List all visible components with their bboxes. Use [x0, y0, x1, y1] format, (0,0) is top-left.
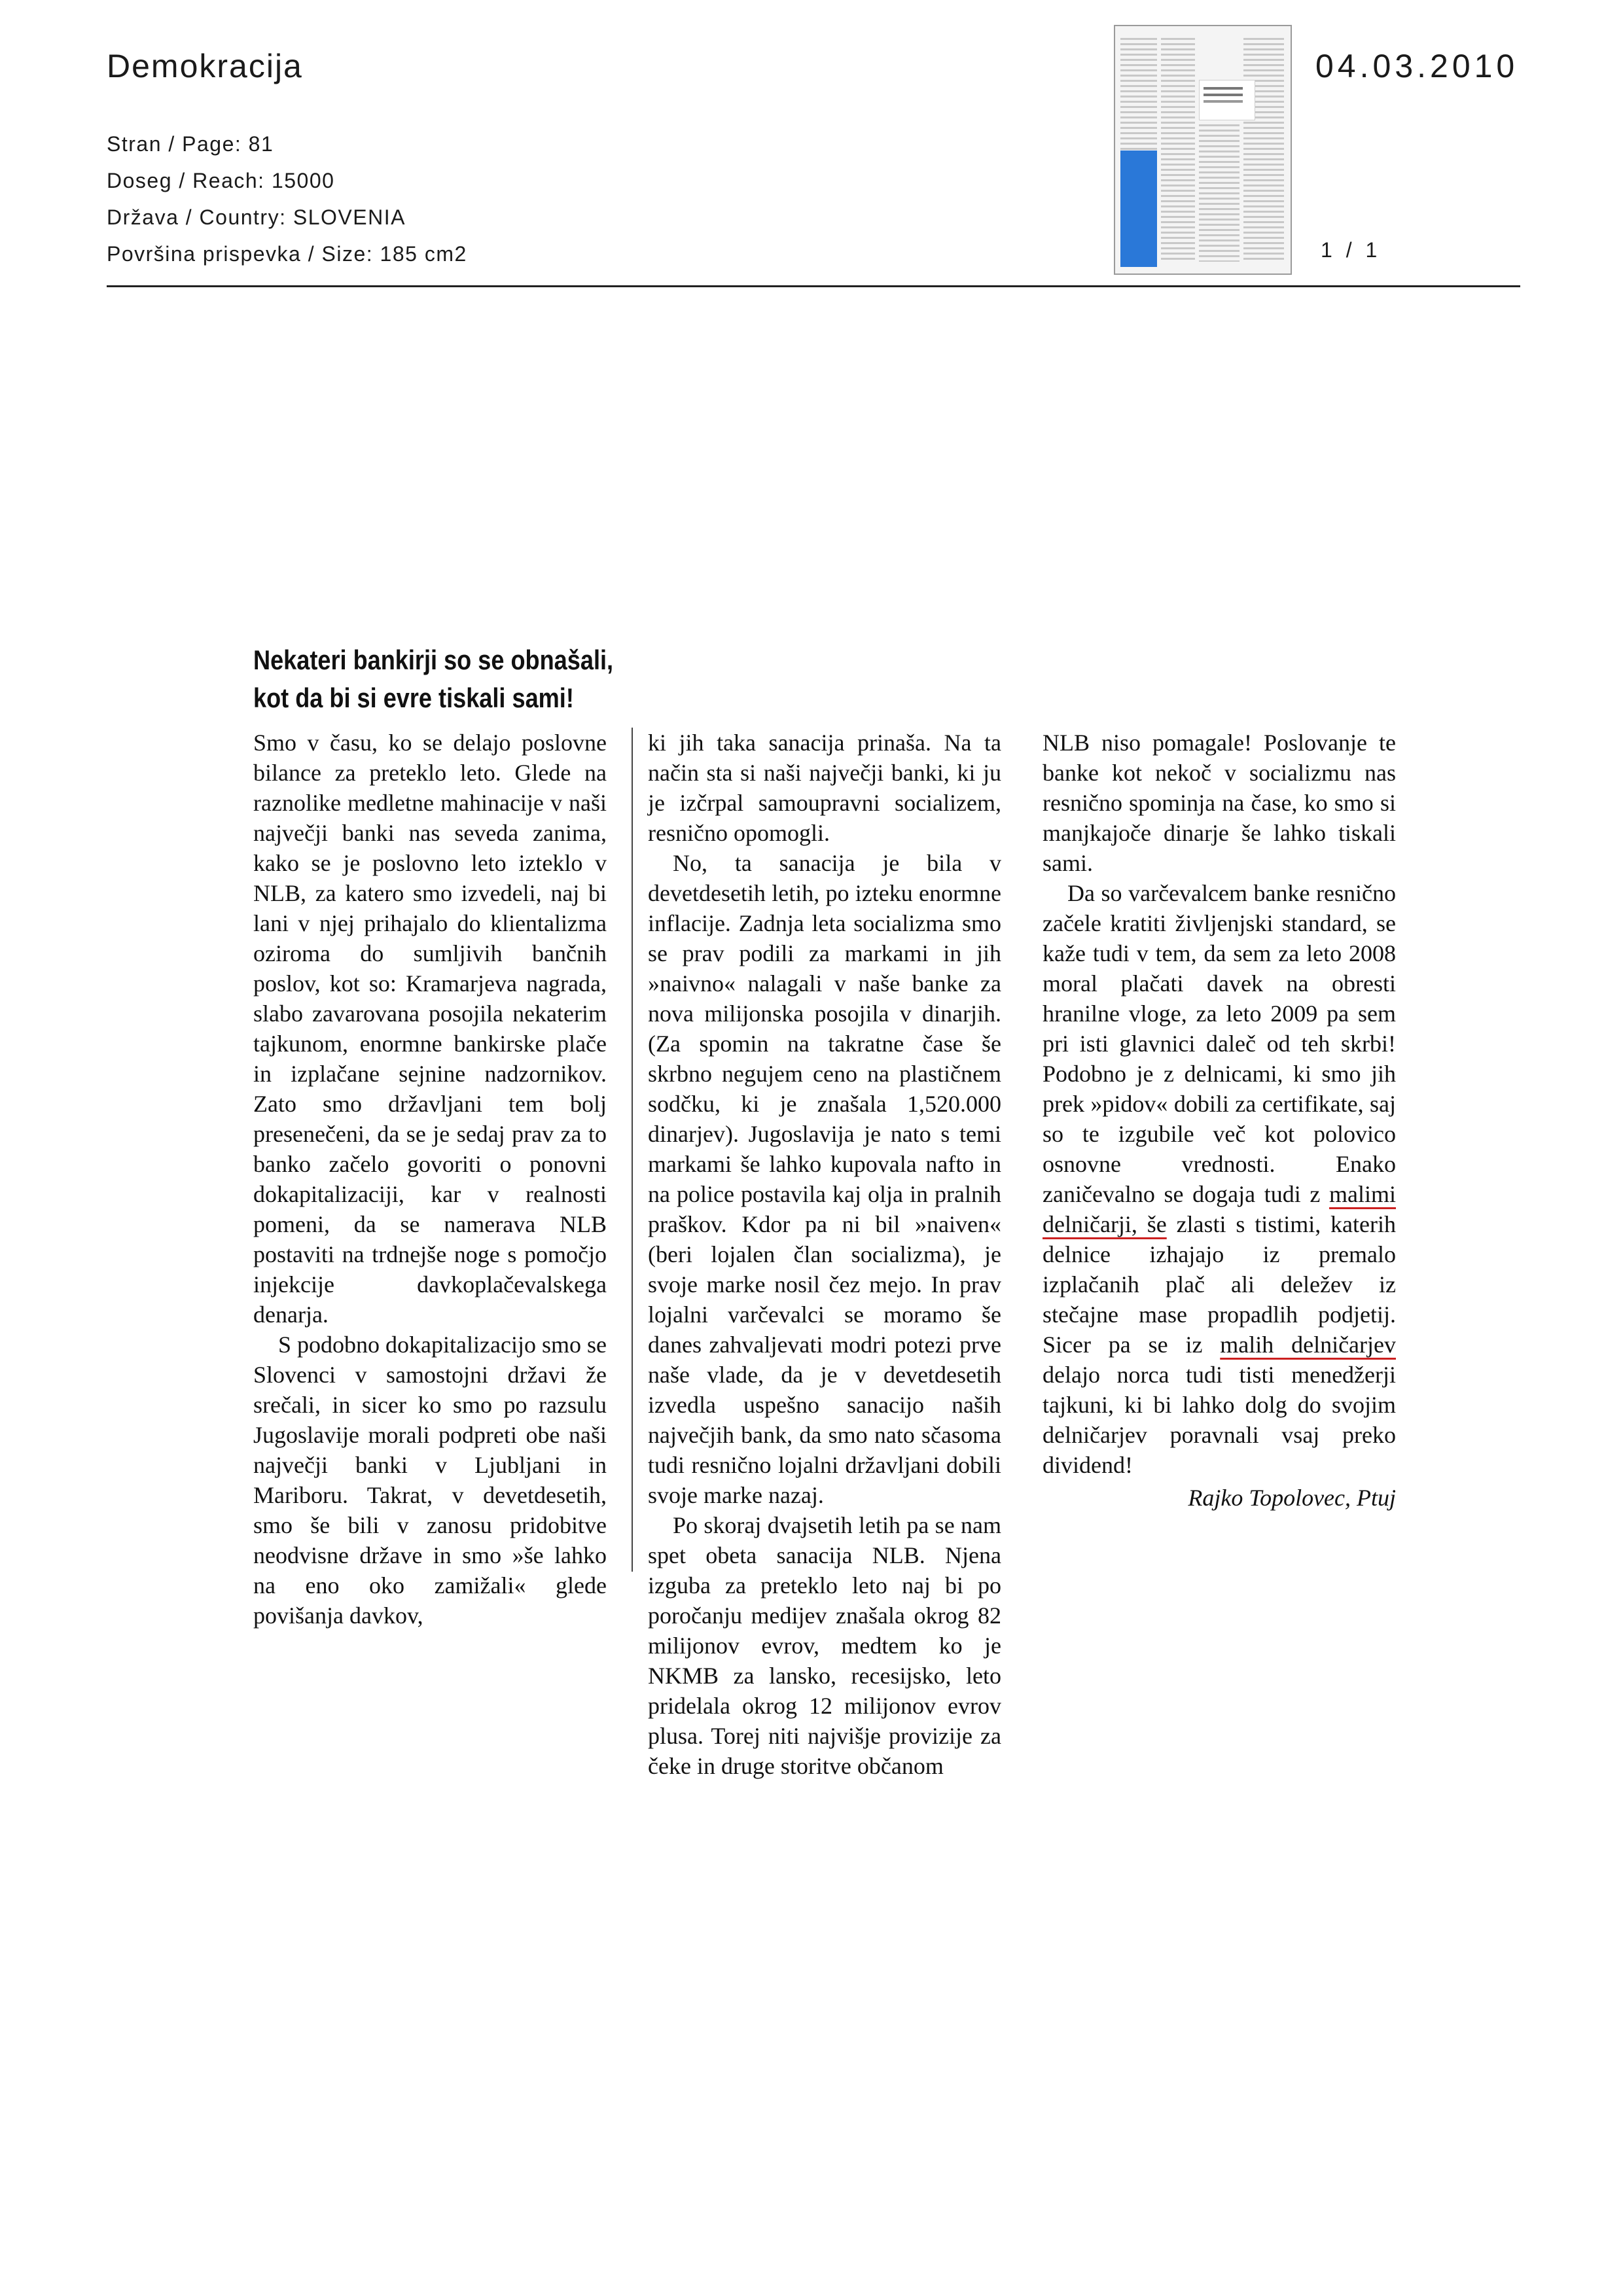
page-thumbnail — [1114, 25, 1292, 275]
paragraph-text: zlasti s tistimi, katerih delnice izhajajo iz premalo izplačanih plač ali deležev iz stečajne mase propadlih podjetij. Sicer pa se iz — [1043, 1211, 1397, 1358]
paragraph: Po skoraj dvajsetih letih pa se nam spet obeta sanacija NLB. Njena izguba za preteklo leto naj bi po poročanju medijev znašala okrog 82 milijonov evrov, medtem ko je NKMB za lansko, recesijsko, leto pridelala okrog 12 milijonov evrov plusa. Torej niti najvišje provizije za čeke in druge storitve občanom — [648, 1512, 1001, 1779]
article-column-3 — [1043, 728, 1396, 1513]
paragraph — [1043, 878, 1396, 1480]
clipping-metadata — [107, 126, 467, 272]
thumbnail-blue-bar — [1120, 150, 1157, 267]
paragraph: S podobno dokapitalizacijo smo se Slovenci v samostojni državi že srečali, in sicer ko smo po razsulu Jugoslavije morali podpreti obe naši največji banki v Ljubljani in Mariboru. Takrat, v devetdesetih, smo še bili v zanosu pridobitve neodvisne države in smo »še lahko na eno oko zamižali« glede povišanja davkov, — [253, 1332, 607, 1629]
reach: Doseg / Reach: 15000 — [107, 169, 335, 192]
underlined-phrase: malih delničarjev — [1220, 1332, 1396, 1358]
article-headline — [253, 641, 614, 717]
publication-name: Demokracija — [107, 48, 303, 84]
paragraph: NLB niso pomagale! Poslovanje te banke kot nekoč v socializmu nas resnično spominja na čase, ko smo si manjkajoče dinarje še lahko tiskali sami. — [1043, 730, 1396, 876]
paragraph: No, ta sanacija je bila v devetdesetih letih, po izteku enormne inflacije. Zadnja leta socializma smo se prav podili za markami in jih »naivno« nalagali v naše banke za nova milijonska posojila v dinarjih. (Za spomin na takratne čase še skrbno negujem ceno na plastičnem sodčku, ki je znašala 1,520.000 dinarjev). Jugoslavija je nato s temi markami še lahko kupovala nafto in na police postavila kaj olja in pralnih praškov. Kdor pa ni bil »naiven« (beri lojalen član socializma), je svoje marke nosil čez mejo. In prav lojalni varčevalci se moramo še danes zahvaljevati modri potezi prve naše vlade, da je v devetdesetih izvedla uspešno sanacijo naših največjih bank, da smo nato sčasoma tudi resnično lojalni državljani dobili svoje marke nazaj. — [648, 850, 1001, 1508]
thumbnail-highlight-box — [1199, 80, 1255, 120]
country: Država / Country: SLOVENIA — [107, 205, 406, 229]
headline-line-2: kot da bi si evre tiskali sami! — [253, 682, 574, 713]
paragraph-text: delajo norca tudi tisti menedžerji tajkuni, ki bi lahko dolg do svojim delničarjev poravnali vsaj preko dividend! — [1043, 1362, 1396, 1478]
paragraph-text: Da so varčevalcem banke resnično začele kratiti življenjski standard, se kaže tudi v tem, da sem za leto 2008 moral plačati davek na obresti hranilne vloge, za leto 2009 pa sem pri isti glavnici daleč od teh skrbi! Podobno je z delnicami, ki smo jih prek »pidov« dobili za certifikate, saj so te izgubile več kot polovico osnovne vrednosti. Enako zaničevalno se dogaja tudi z — [1043, 880, 1396, 1207]
author-signature: Rajko Topolovec, Ptuj — [1188, 1485, 1396, 1511]
paragraph: ki jih taka sanacija prinaša. Na ta način sta si naši največji banki, ki ju je izčrpal samoupravni socializem, resnično opomogli. — [648, 730, 1001, 846]
header-rule — [107, 285, 1520, 287]
column-divider — [632, 728, 633, 1572]
paragraph: Smo v času, ko se delajo poslovne bilance za preteklo leto. Glede na raznolike medletne mahinacije v naši največji banki nas seveda zanima, kako se je poslovno leto izteklo v NLB, za katero smo izvedeli, naj bi lani v njej prihajalo do klientalizma oziroma do sumljivih bančnih poslov, kot so: Kramarjeva nagrada, slabo zavarovana posojila nekaterim tajkunom, enormne bankirske plače in izplačane sejnine nadzornikov. Zato smo državljani tem bolj presenečeni, da se je sedaj prav za to banko začelo govoriti o ponovni dokapitalizaciji, kar v realnosti pomeni, da se namerava NLB postaviti na trdnejše noge s pomočjo injekcije davkoplačevalskega denarja. — [253, 730, 607, 1328]
publication-date: 04.03.2010 — [1315, 48, 1519, 84]
underlined-phrase: malimi delničarji, še — [1043, 1181, 1397, 1237]
page-count: 1 / 1 — [1321, 238, 1382, 262]
article-column-2 — [648, 728, 1001, 1781]
page-number: Stran / Page: 81 — [107, 132, 274, 156]
headline-line-1: Nekateri bankirji so se obnašali, — [253, 645, 614, 675]
article-size: Površina prispevka / Size: 185 cm2 — [107, 242, 467, 266]
article-column-1 — [253, 728, 607, 1631]
